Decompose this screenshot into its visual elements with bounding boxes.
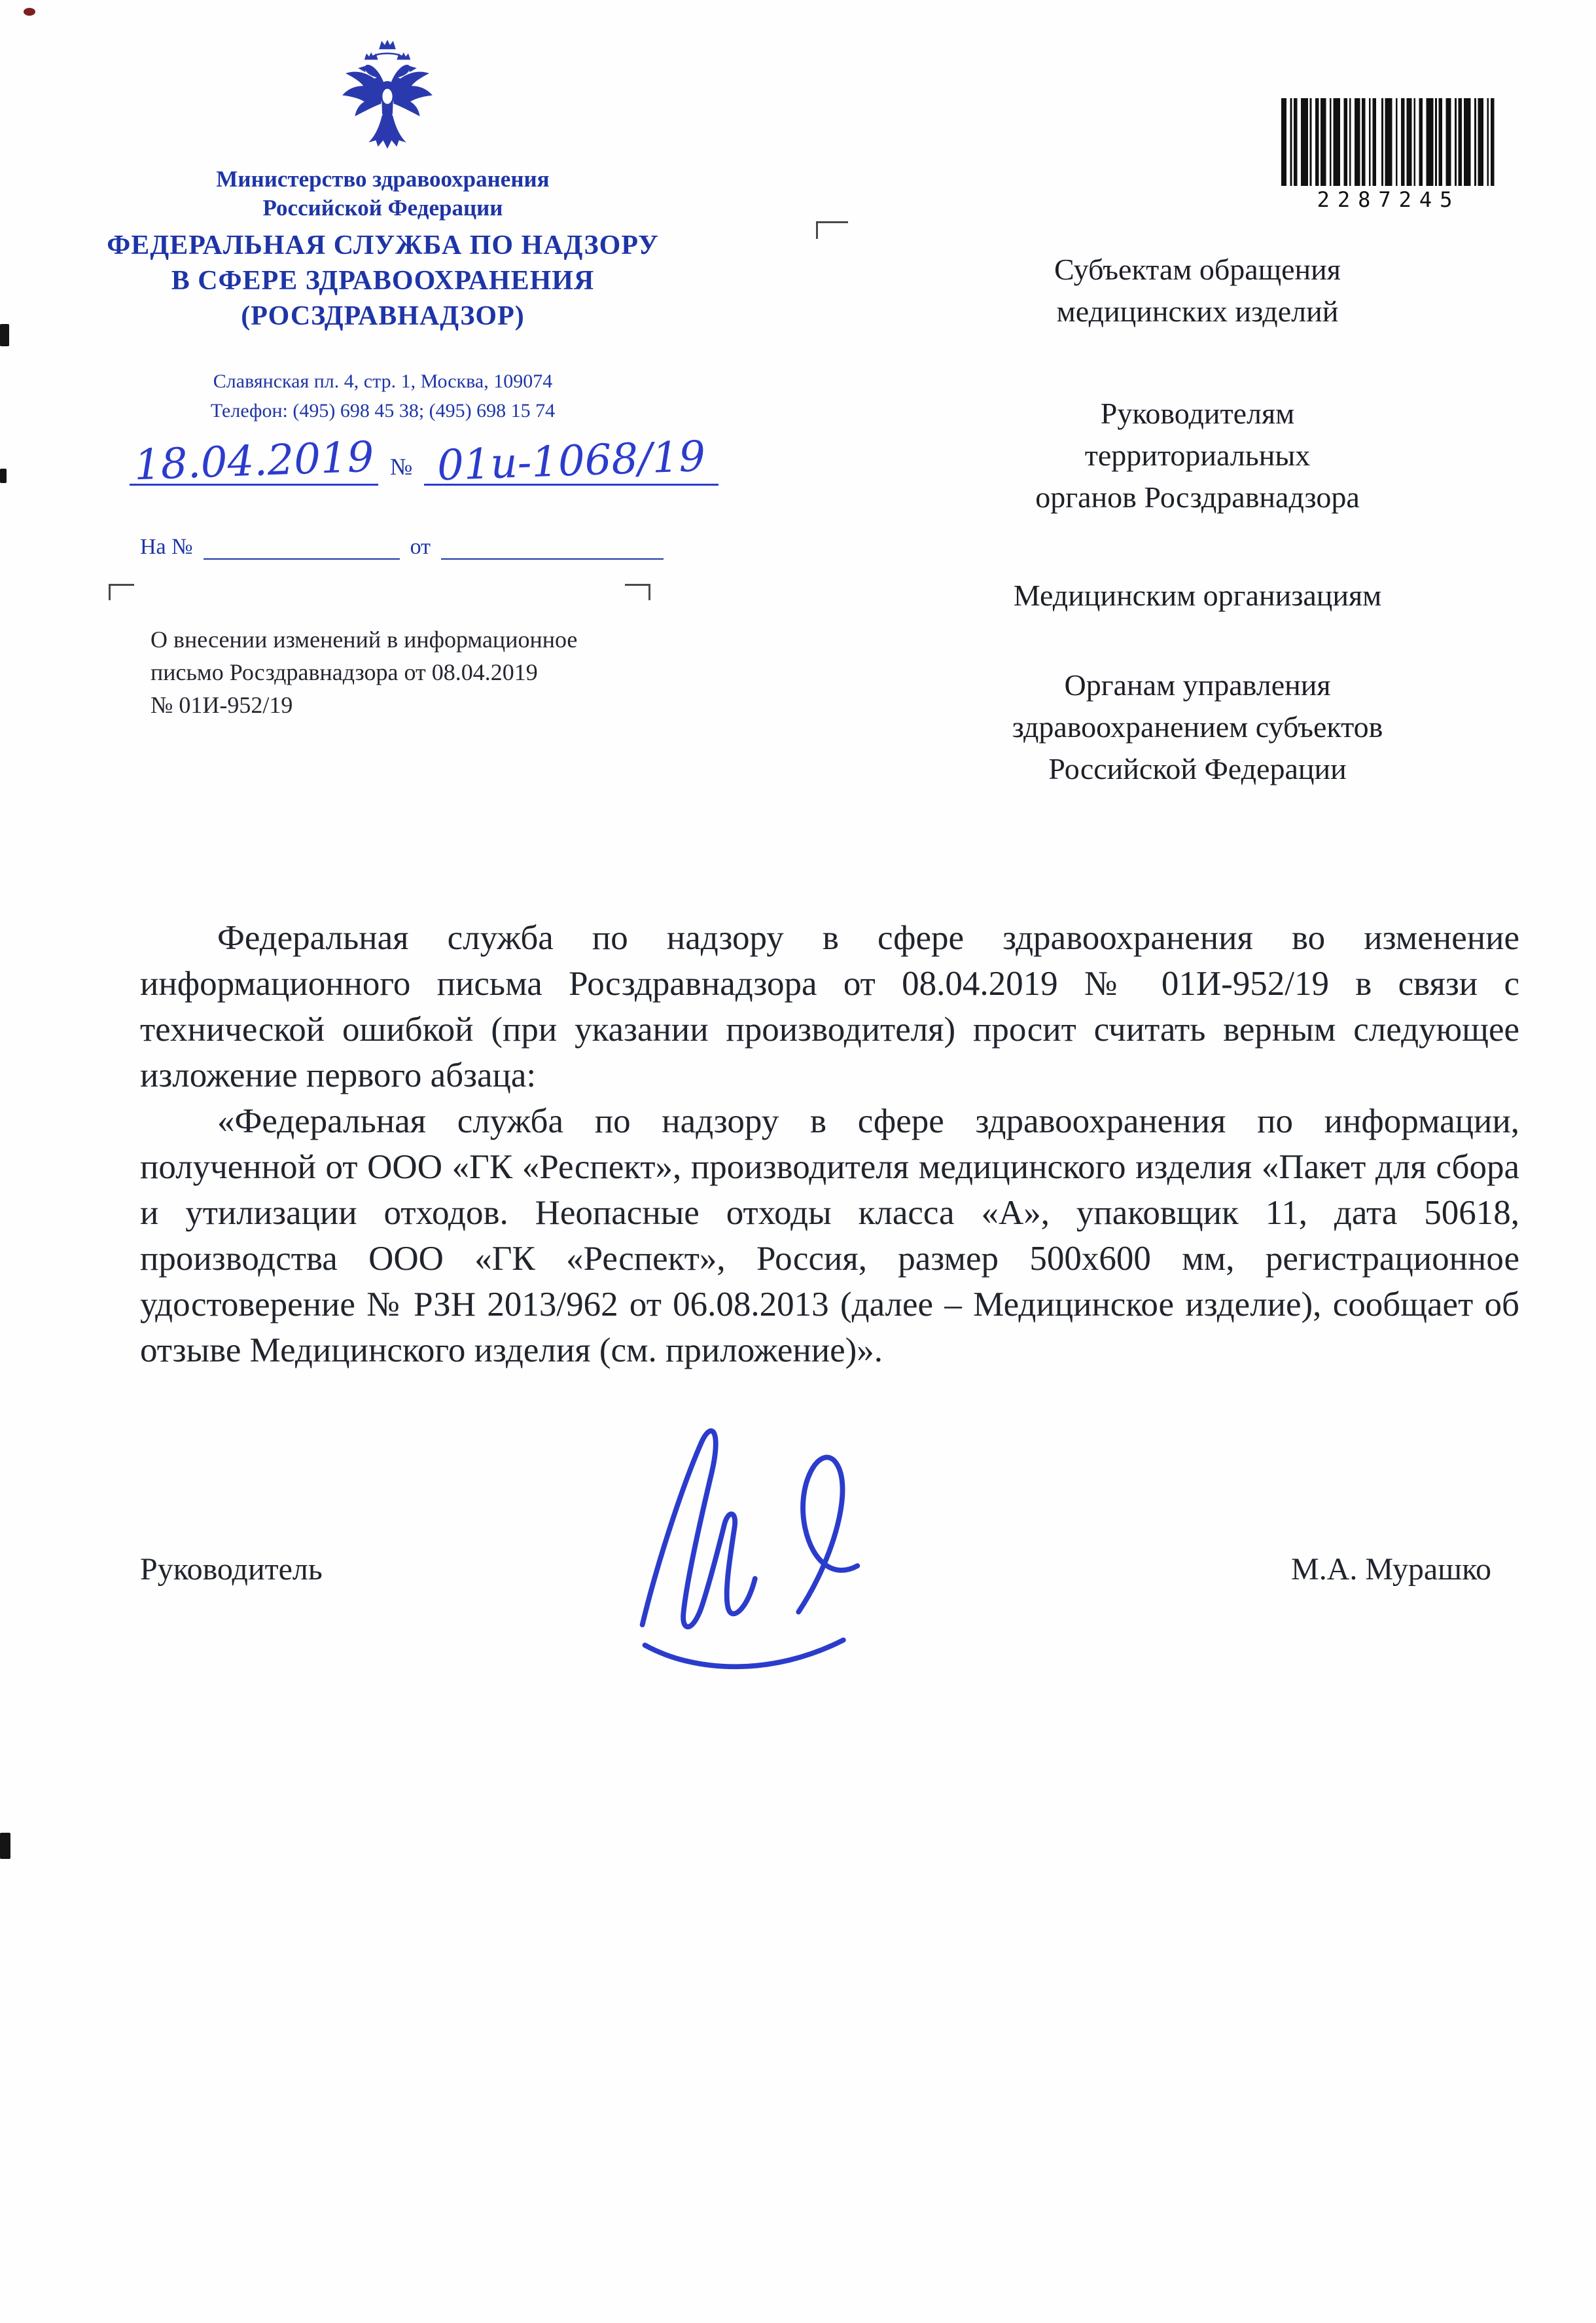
signature-row — [140, 1551, 1491, 1587]
recipient-line: здравоохранением субъектов — [1012, 710, 1383, 744]
subject-line: № 01И-952/19 — [151, 692, 293, 718]
service-line: ФЕДЕРАЛЬНАЯ СЛУЖБА ПО НАДЗОРУ — [107, 230, 659, 261]
recipient-block — [870, 393, 1525, 518]
phone-line: Телефон: (495) 698 45 38; (495) 698 15 74 — [210, 400, 556, 422]
contact-info — [92, 367, 674, 425]
signature-autograph — [605, 1394, 864, 1689]
subject — [151, 623, 713, 721]
date-underline — [130, 433, 378, 490]
recipient-line: медицинских изделий — [1056, 295, 1339, 328]
subject-line: письмо Росздравнадзора от 08.04.2019 — [151, 659, 538, 685]
barcode — [1281, 98, 1496, 212]
reference-row — [140, 534, 664, 560]
scan-artifact — [24, 8, 35, 16]
service-line: (РОСЗДРАВНАДЗОР) — [241, 301, 525, 331]
recipient-line: Российской Федерации — [1048, 752, 1347, 785]
scan-artifact — [0, 1833, 10, 1859]
barcode-number: 2287245 — [1317, 187, 1461, 212]
service-line: В СФЕРЕ ЗДРАВООХРАНЕНИЯ — [171, 266, 595, 296]
corner-mark — [816, 221, 848, 239]
corner-mark — [625, 584, 650, 600]
number-underline — [424, 432, 718, 491]
subject-line: О внесении изменений в информационное — [151, 626, 578, 653]
signer-name: М.А. Мурашко — [1291, 1552, 1491, 1587]
signer-position: Руководитель — [140, 1552, 323, 1587]
recipient-line: Медицинским организациям — [1013, 579, 1382, 612]
handwritten-number: 01и-1068/19 — [436, 432, 707, 491]
recipient-line: органов Росздравнадзора — [1035, 480, 1360, 514]
date-number-row — [130, 432, 718, 491]
ministry-line: Министерство здравоохранения — [216, 166, 550, 192]
scan-artifact — [0, 469, 7, 483]
recipient-block — [870, 575, 1525, 617]
scan-artifact — [0, 324, 9, 346]
recipient-line: территориальных — [1084, 439, 1311, 472]
ref-date-blank — [441, 534, 664, 560]
letter-body — [140, 915, 1519, 1373]
handwritten-date: 18.04.2019 — [133, 433, 375, 490]
ministry-name — [92, 165, 674, 223]
recipient-line: Руководителям — [1100, 397, 1295, 430]
number-sign: № — [390, 454, 413, 480]
corner-mark — [109, 584, 134, 600]
recipient-line: Субъектам обращения — [1054, 253, 1341, 286]
service-name — [72, 228, 694, 334]
ref-na-label: На № — [140, 535, 193, 560]
barcode-bars — [1281, 98, 1496, 186]
ref-number-blank — [204, 534, 400, 560]
coat-of-arms-icon — [335, 30, 440, 158]
recipient-block — [870, 664, 1525, 790]
body-paragraph-2: «Федеральная служба по надзору в сфере здравоохранения по информации, полученной от ООО «ГК «Респект», производителя медицинского изделия «Пакет для сбора и утилизации отходов. Неопасные отходы класса «А», упаковщик 11, дата 50618, производства ООО «ГК «Респект», Россия, размер 500х600 мм, регистрационное удостоверение № РЗН 2013/962 от 06.08.2013 (далее – Медицинское изделие), сообщает об отзыве Медицинского изделия (см. приложение)». — [140, 1102, 1519, 1369]
body-paragraph-1: Федеральная служба по надзору в сфере здравоохранения во изменение информационного письма Росздравнадзора от 08.04.2019 № 01И-952/19 в связи с технической ошибкой (при указании производителя) просит считать верным следующее изложение первого абзаца: — [140, 919, 1519, 1094]
recipient-block — [870, 249, 1525, 333]
recipient-line: Органам управления — [1064, 668, 1331, 702]
ref-ot-label: от — [410, 535, 431, 560]
address-line: Славянская пл. 4, стр. 1, Москва, 109074 — [213, 370, 553, 392]
ministry-line: Российской Федерации — [262, 195, 503, 221]
